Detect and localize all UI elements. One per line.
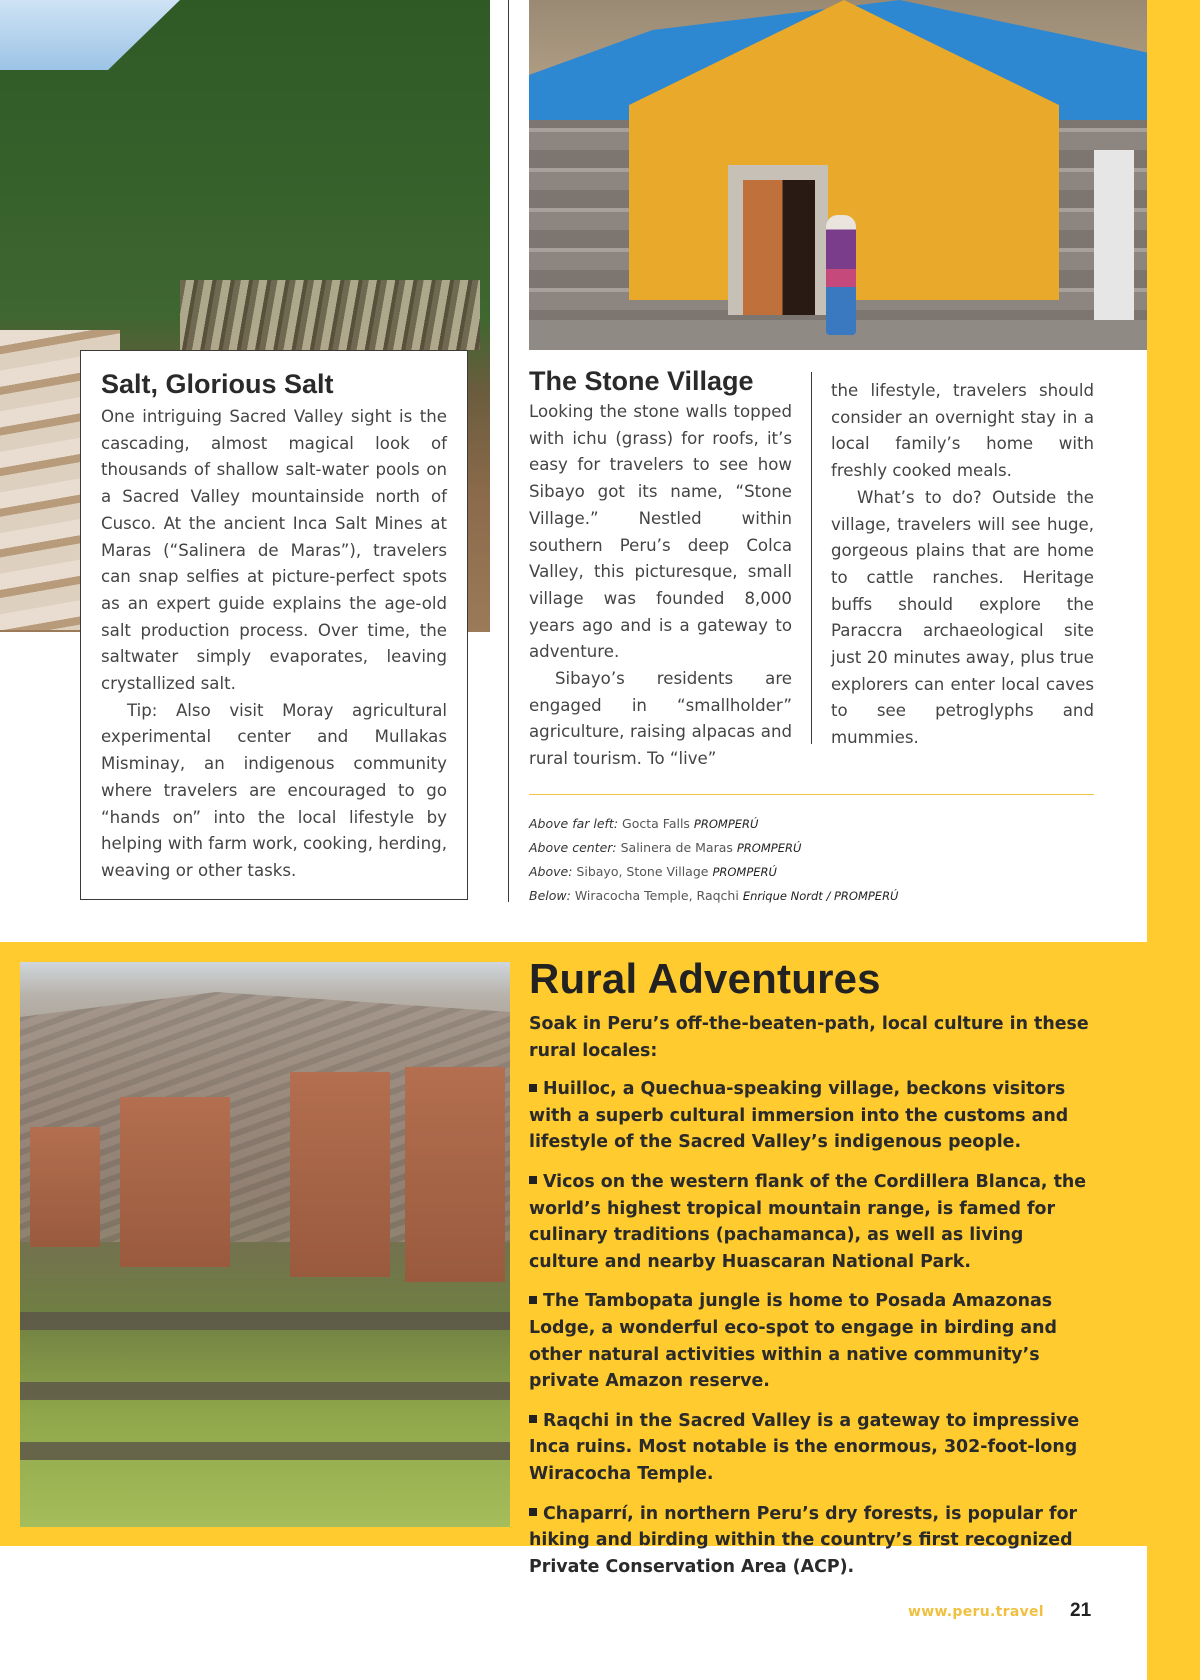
- terrace-wall: [20, 1442, 510, 1460]
- caption-key: Below:: [529, 888, 571, 903]
- page-number: 21: [1070, 1600, 1092, 1621]
- caption-credit: PROMPERÚ: [736, 841, 802, 855]
- sibayo-stone-village-photo: [529, 0, 1147, 350]
- salt-heading: Salt, Glorious Salt: [101, 369, 334, 399]
- stone-column-divider: [811, 372, 812, 744]
- terrace-wall: [20, 1312, 510, 1330]
- sky-area: [0, 0, 180, 70]
- square-bullet-icon: [529, 1415, 537, 1423]
- list-item: [529, 1076, 1094, 1156]
- list-item-text: Chaparrí, in northern Peru’s dry forests, is popular for hiking and birding within the country’s first recognized Private Conservation Area (ACP).: [529, 1503, 1078, 1577]
- square-bullet-icon: [529, 1296, 537, 1304]
- caption-key: Above center:: [529, 840, 617, 855]
- salt-paragraph-2: Tip: Also visit Moray agricultural experimental center and Mullakas Misminay, an indigenous community where travelers are encouraged to go “hands on” into the local lifestyle by helping with farm work, cooking, herding, weaving or other tasks.: [101, 700, 447, 880]
- list-item: [529, 1288, 1094, 1394]
- list-item-text: Huilloc, a Quechua-speaking village, beckons visitors with a superb cultural immersion into the customs and lifestyle of the Sacred Valley’s indigenous people.: [529, 1079, 1069, 1153]
- ruin-wall: [290, 1072, 390, 1277]
- caption-text: Wiracocha Temple, Raqchi: [574, 888, 739, 903]
- salt-pan-debris: [180, 280, 480, 350]
- rural-title: Rural Adventures: [529, 955, 881, 1002]
- caption-divider: [529, 794, 1094, 795]
- list-item: [529, 1169, 1094, 1275]
- rural-list: [529, 1076, 1094, 1580]
- list-item-text: The Tambopata jungle is home to Posada Amazonas Lodge, a wonderful eco-spot to engage in birding and other natural activities within a native community’s private Amazon reserve.: [529, 1291, 1057, 1392]
- caption-line: [529, 884, 1094, 908]
- caption-line: [529, 836, 1094, 860]
- caption-credit: PROMPERÚ: [693, 817, 759, 831]
- caption-credit: Enrique Nordt / PROMPERÚ: [742, 889, 899, 903]
- rural-intro: Soak in Peru’s off-the-beaten-path, local culture in these rural locales:: [529, 1014, 1089, 1061]
- ruin-wall: [120, 1097, 230, 1267]
- ruin-wall: [405, 1067, 505, 1282]
- stone-col1-paragraph-2: Sibayo’s residents are engaged in “smallholder” agriculture, raising alpacas and rural tourism. To “live”: [529, 669, 792, 769]
- stone-col1-paragraph-1: Looking the stone walls topped with ichu (grass) for roofs, it’s easy for travelers to see how Sibayo got its name, “Stone Village.” Nestled within southern Peru’s deep Colca Valley, this picturesque, small village was founded 8,000 years ago and is a gateway to adventure.: [529, 402, 792, 662]
- caption-credit: PROMPERÚ: [712, 865, 777, 879]
- square-bullet-icon: [529, 1084, 537, 1092]
- yellow-edge-bar: [1147, 0, 1200, 1680]
- list-item: [529, 1408, 1094, 1488]
- stone-article-column-2: [831, 378, 1094, 752]
- wooden-door: [743, 180, 815, 315]
- square-bullet-icon: [529, 1508, 537, 1516]
- salt-paragraph-1: One intriguing Sacred Valley sight is the cascading, almost magical look of thousands of shallow salt-water pools on a Sacred Valley mountainside north of Cusco. At the ancient Inca Salt Mines at Maras (“Salinera de Maras”), travelers can snap selfies at picture-perfect spots as an expert guide explains the age-old salt production process. Over time, the saltwater simply evaporates, leaving crystallized salt.: [101, 407, 447, 694]
- column-divider: [508, 0, 509, 902]
- caption-text: Gocta Falls: [622, 816, 690, 831]
- ruin-wall: [30, 1127, 100, 1247]
- list-item-text: Vicos on the western flank of the Cordillera Blanca, the world’s highest tropical mountain range, is famed for culinary traditions (pachamanca), as well as living culture and nearby Huascaran National Park.: [529, 1171, 1087, 1272]
- rural-adventures-article: [529, 955, 1094, 1593]
- stone-heading: The Stone Village: [529, 366, 754, 396]
- caption-line: [529, 860, 1094, 884]
- footer-url-link[interactable]: www.peru.travel: [908, 1604, 1044, 1620]
- square-bullet-icon: [529, 1176, 537, 1184]
- list-item-text: Raqchi in the Sacred Valley is a gateway to impressive Inca ruins. Most notable is the enormous, 302-foot-long Wiracocha Temple.: [529, 1410, 1080, 1484]
- white-wall: [1094, 150, 1134, 330]
- caption-text: Salinera de Maras: [620, 840, 733, 855]
- wiracocha-temple-photo: [20, 962, 510, 1527]
- caption-key: Above far left:: [529, 816, 619, 831]
- caption-key: Above:: [529, 864, 573, 879]
- salt-article-box: [80, 350, 468, 900]
- caption-text: Sibayo, Stone Village: [576, 864, 709, 879]
- stone-col2-paragraph-1: the lifestyle, travelers should consider an overnight stay in a local family’s home with freshly cooked meals.: [831, 381, 1094, 481]
- caption-line: [529, 812, 1094, 836]
- stone-article-column-1: [529, 366, 792, 773]
- woman-figure: [826, 215, 856, 335]
- terrace-wall: [20, 1382, 510, 1400]
- stone-col2-paragraph-2: What’s to do? Outside the village, travelers will see huge, gorgeous plains that are home to cattle ranches. Heritage buffs should explore the Paraccra archaeological site just 20 minutes away, plus true explorers can enter local caves to see petroglyphs and mummies.: [831, 487, 1094, 748]
- photo-captions: [529, 812, 1094, 908]
- list-item: [529, 1501, 1094, 1581]
